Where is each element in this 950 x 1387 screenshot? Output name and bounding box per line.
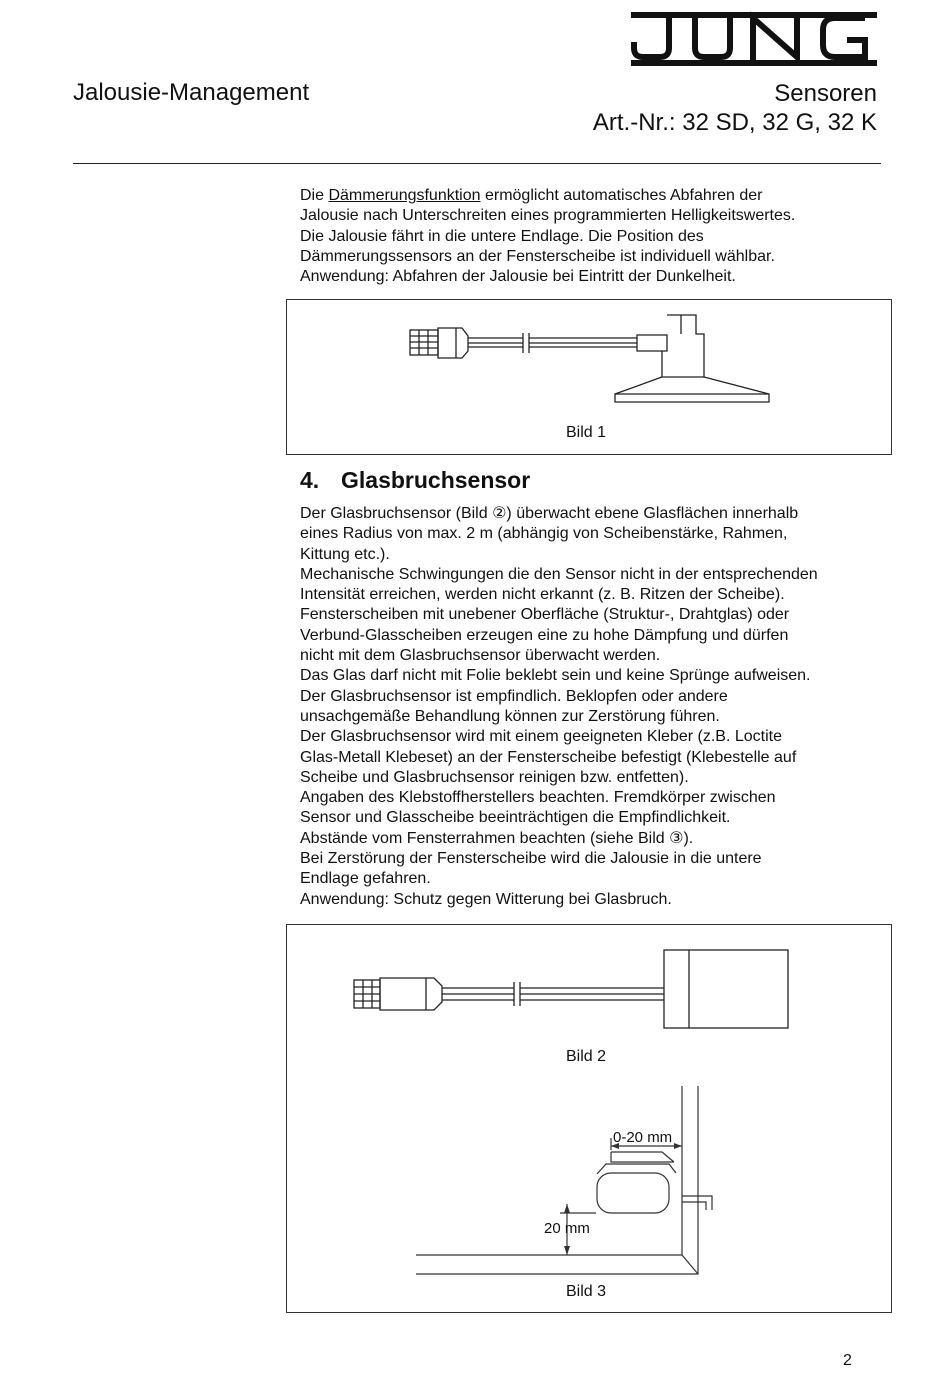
section-heading	[300, 466, 530, 494]
body-line: Glas-Metall Klebeset) an der Fensterscheibe befestigt (Klebestelle auf	[300, 748, 797, 766]
body-line: Der Glasbruchsensor wird mit einem geeigneten Kleber (z.B. Loctite	[300, 728, 782, 746]
intro-paragraph	[300, 186, 890, 287]
intro-line: Die Dämmerungsfunktion ermöglicht automatisches Abfahren der	[300, 187, 763, 204]
intro-line: Die Jalousie fährt in die untere Endlage. Die Position des	[300, 227, 704, 245]
body-line: Der Glasbruchsensor ist empfindlich. Beklopfen oder andere	[300, 687, 728, 705]
body-paragraph	[300, 504, 890, 910]
product-header	[593, 79, 877, 137]
jung-logo	[629, 10, 879, 68]
body-line: eines Radius von max. 2 m (abhängig von Scheibenstärke, Rahmen,	[300, 525, 788, 543]
section-title: Glasbruchsensor	[341, 467, 531, 493]
body-line: nicht mit dem Glasbruchsensor überwacht werden.	[300, 647, 661, 665]
figure-1-caption: Bild 1	[566, 424, 607, 441]
body-line: Das Glas darf nicht mit Folie beklebt sein und keine Sprünge aufweisen.	[300, 667, 811, 685]
document-title: Jalousie-Management	[73, 79, 310, 106]
body-line: Kittung etc.).	[300, 545, 390, 563]
body-line: Bei Zerstörung der Fensterscheibe wird die Jalousie in die untere	[300, 850, 762, 868]
body-line: Verbund-Glasscheiben erzeugen eine zu hohe Dämpfung und dürfen	[300, 626, 789, 644]
product-category: Sensoren	[774, 80, 877, 107]
body-line: Intensität erreichen, werden nicht erkannt (z. B. Ritzen der Scheibe).	[300, 586, 785, 604]
dimension-label-top: 0-20 mm	[613, 1129, 673, 1146]
intro-line: Jalousie nach Unterschreiten eines programmierten Helligkeitswertes.	[300, 207, 796, 225]
header-rule	[73, 163, 881, 164]
article-number: Art.-Nr.: 32 SD, 32 G, 32 K	[592, 109, 877, 136]
body-line: Abstände vom Fensterrahmen beachten (siehe Bild ③).	[300, 829, 694, 847]
body-line: Angaben des Klebstoffherstellers beachten. Fremdkörper zwischen	[300, 789, 776, 807]
body-line: Anwendung: Schutz gegen Witterung bei Glasbruch.	[300, 890, 672, 908]
section-number: 4.	[300, 467, 320, 493]
figure-2-caption: Bild 2	[566, 1048, 607, 1065]
intro-line: Dämmerungssensors an der Fensterscheibe ist individuell wählbar.	[300, 247, 775, 265]
body-line: unsachgemäße Behandlung können zur Zerstörung führen.	[300, 707, 720, 725]
mounting-distance-drawing	[286, 924, 892, 1313]
figure-3-caption: Bild 3	[566, 1283, 607, 1300]
intro-line: Anwendung: Abfahren der Jalousie bei Eintritt der Dunkelheit.	[300, 268, 736, 286]
dimension-label-bottom: 20 mm	[544, 1220, 590, 1237]
body-line: Scheibe und Glasbruchsensor reinigen bzw. entfetten).	[300, 768, 689, 786]
page-number: 2	[843, 1352, 852, 1369]
body-line: Der Glasbruchsensor (Bild ②) überwacht ebene Glasflächen innerhalb	[300, 505, 799, 522]
body-line: Sensor und Glasscheibe beeinträchtigen die Empfindlichkeit.	[300, 809, 731, 827]
body-line: Endlage gefahren.	[300, 870, 431, 888]
body-line: Fensterscheiben mit unebener Oberfläche (Struktur-, Drahtglas) oder	[300, 606, 790, 624]
body-line: Mechanische Schwingungen die den Sensor nicht in der entsprechenden	[300, 565, 818, 583]
daemmerungsfunktion-term: Dämmerungsfunktion	[328, 187, 481, 204]
